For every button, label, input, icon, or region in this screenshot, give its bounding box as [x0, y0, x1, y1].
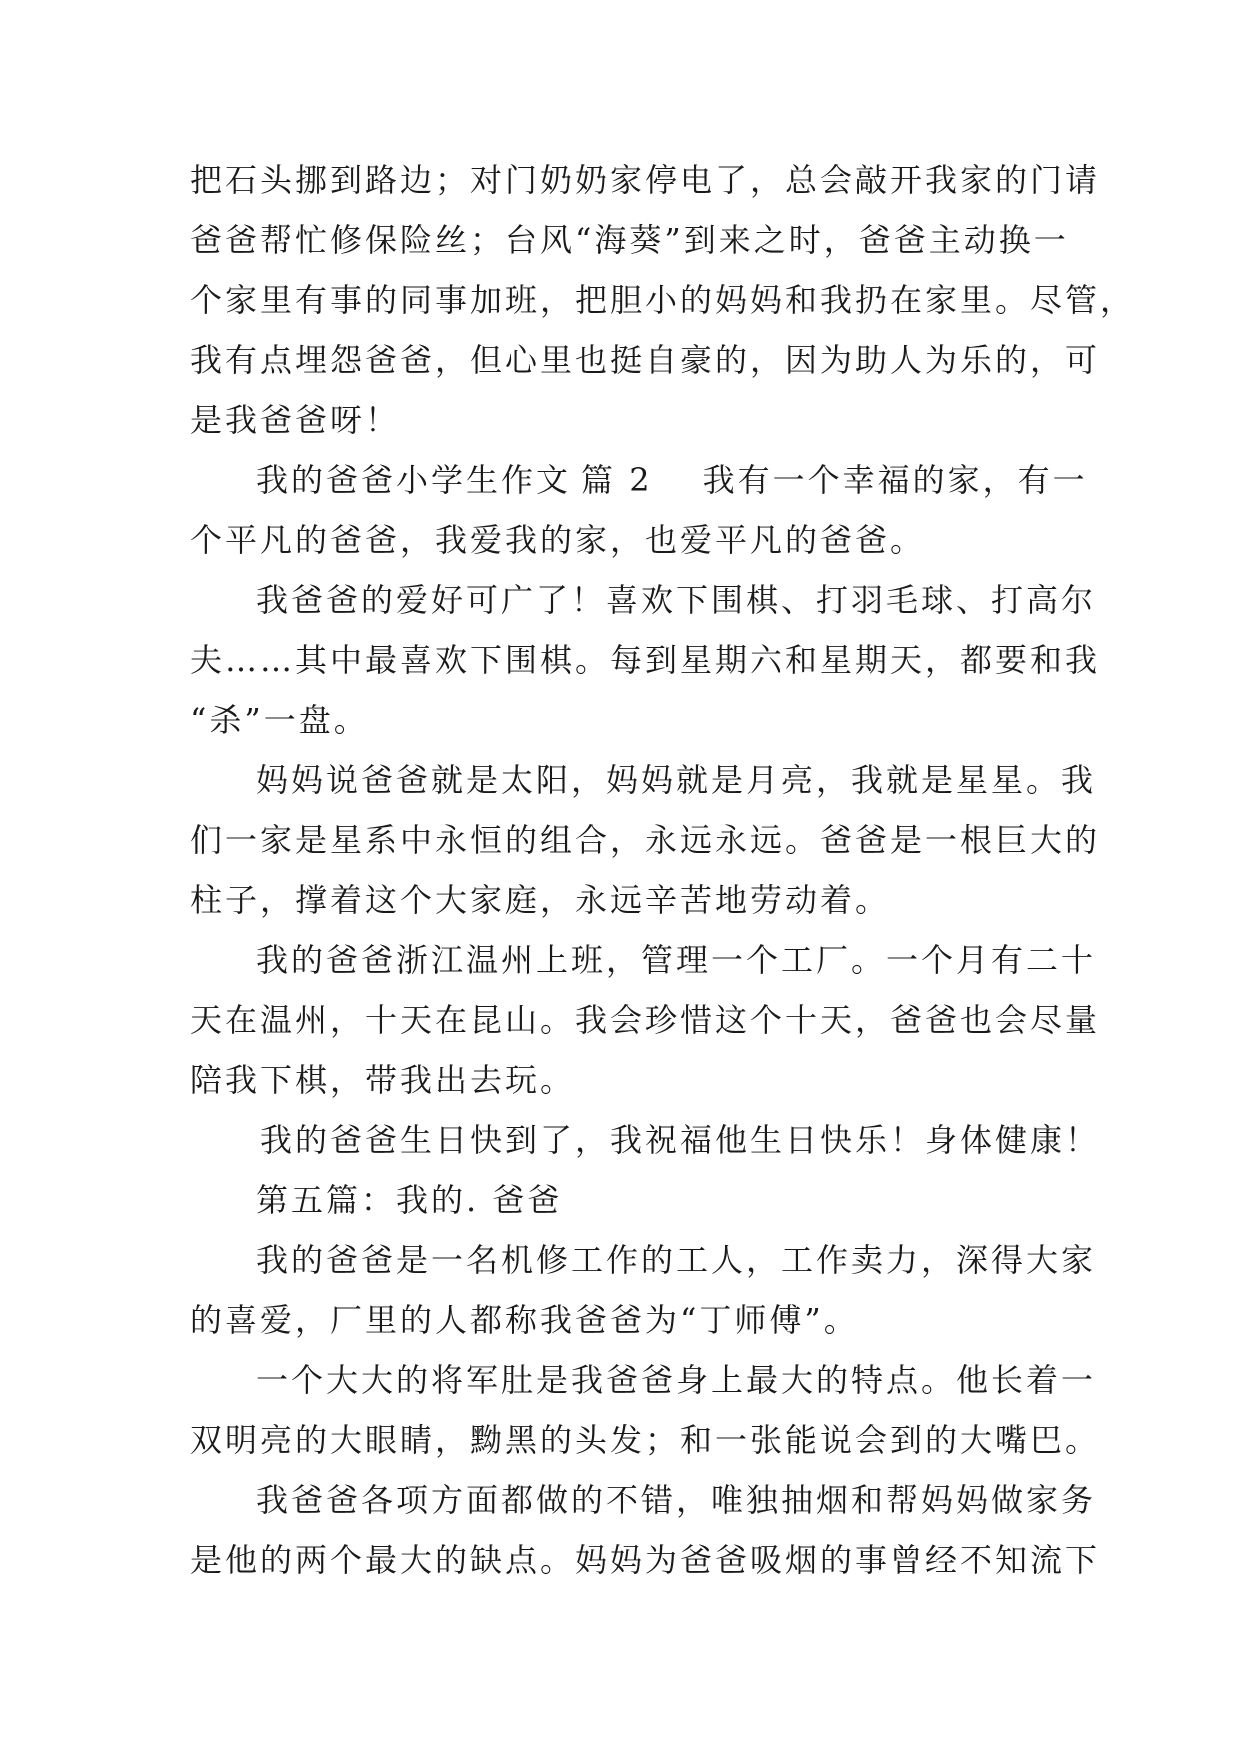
text-line: 天在温州，十天在昆山。我会珍惜这个十天，爸爸也会尽量 — [190, 1001, 1101, 1039]
essay-heading: 第五篇：我的. 爸爸 — [256, 1181, 563, 1219]
document-page — [190, 150, 1136, 1590]
text-line: 是他的两个最大的缺点。妈妈为爸爸吸烟的事曾经不知流下 — [190, 1541, 1101, 1579]
paragraph-start: 我爸爸各项方面都做的不错，唯独抽烟和帮妈妈做家务 — [256, 1481, 1097, 1519]
paragraph-start: 妈妈说爸爸就是太阳，妈妈就是月亮，我就是星星。我 — [256, 761, 1097, 799]
text-line: “杀”一盘。 — [190, 701, 369, 739]
essay-heading-line — [190, 450, 1088, 510]
text-line: 个平凡的爸爸，我爱我的家，也爱平凡的爸爸。 — [190, 521, 926, 559]
text-line: 把石头挪到路边；对门奶奶家停电了，总会敲开我家的门请 — [190, 161, 1101, 199]
text-line: 我有一个幸福的家，有一 — [702, 461, 1088, 499]
section-label: 篇 2 — [581, 461, 653, 499]
text-line: 我有点埋怨爸爸，但心里也挺自豪的，因为助人为乐的，可 — [190, 341, 1101, 379]
text-line: 夫……其中最喜欢下围棋。每到星期六和星期天，都要和我 — [190, 641, 1101, 679]
text-line: 的喜爱，厂里的人都称我爸爸为“丁师傅”。 — [190, 1301, 859, 1339]
text-line: 是我爸爸呀！ — [190, 401, 401, 439]
text-line: 爸爸帮忙修保险丝；台风“海葵”到来之时，爸爸主动换一 — [190, 221, 1069, 259]
paragraph-start: 我的爸爸生日快到了，我祝福他生日快乐！身体健康！ — [260, 1121, 1101, 1159]
text-line: 柱子，撑着这个大家庭，永远辛苦地劳动着。 — [190, 881, 891, 919]
paragraph-start: 我爸爸的爱好可广了！喜欢下围棋、打羽毛球、打高尔 — [256, 581, 1097, 619]
text-line: 个家里有事的同事加班，把胆小的妈妈和我扔在家里。尽管， — [190, 281, 1136, 319]
text-line: 们一家是星系中永恒的组合，永远永远。爸爸是一根巨大的 — [190, 821, 1101, 859]
paragraph-start: 一个大大的将军肚是我爸爸身上最大的特点。他长着一 — [256, 1361, 1097, 1399]
paragraph-start: 我的爸爸是一名机修工作的工人，工作卖力，深得大家 — [256, 1241, 1097, 1279]
paragraph-start: 我的爸爸浙江温州上班，管理一个工厂。一个月有二十 — [256, 941, 1097, 979]
text-line: 双明亮的大眼睛，黝黑的头发；和一张能说会到的大嘴巴。 — [190, 1421, 1101, 1459]
text-line: 陪我下棋，带我出去玩。 — [190, 1061, 576, 1099]
essay-title: 我的爸爸小学生作文 — [256, 461, 572, 499]
